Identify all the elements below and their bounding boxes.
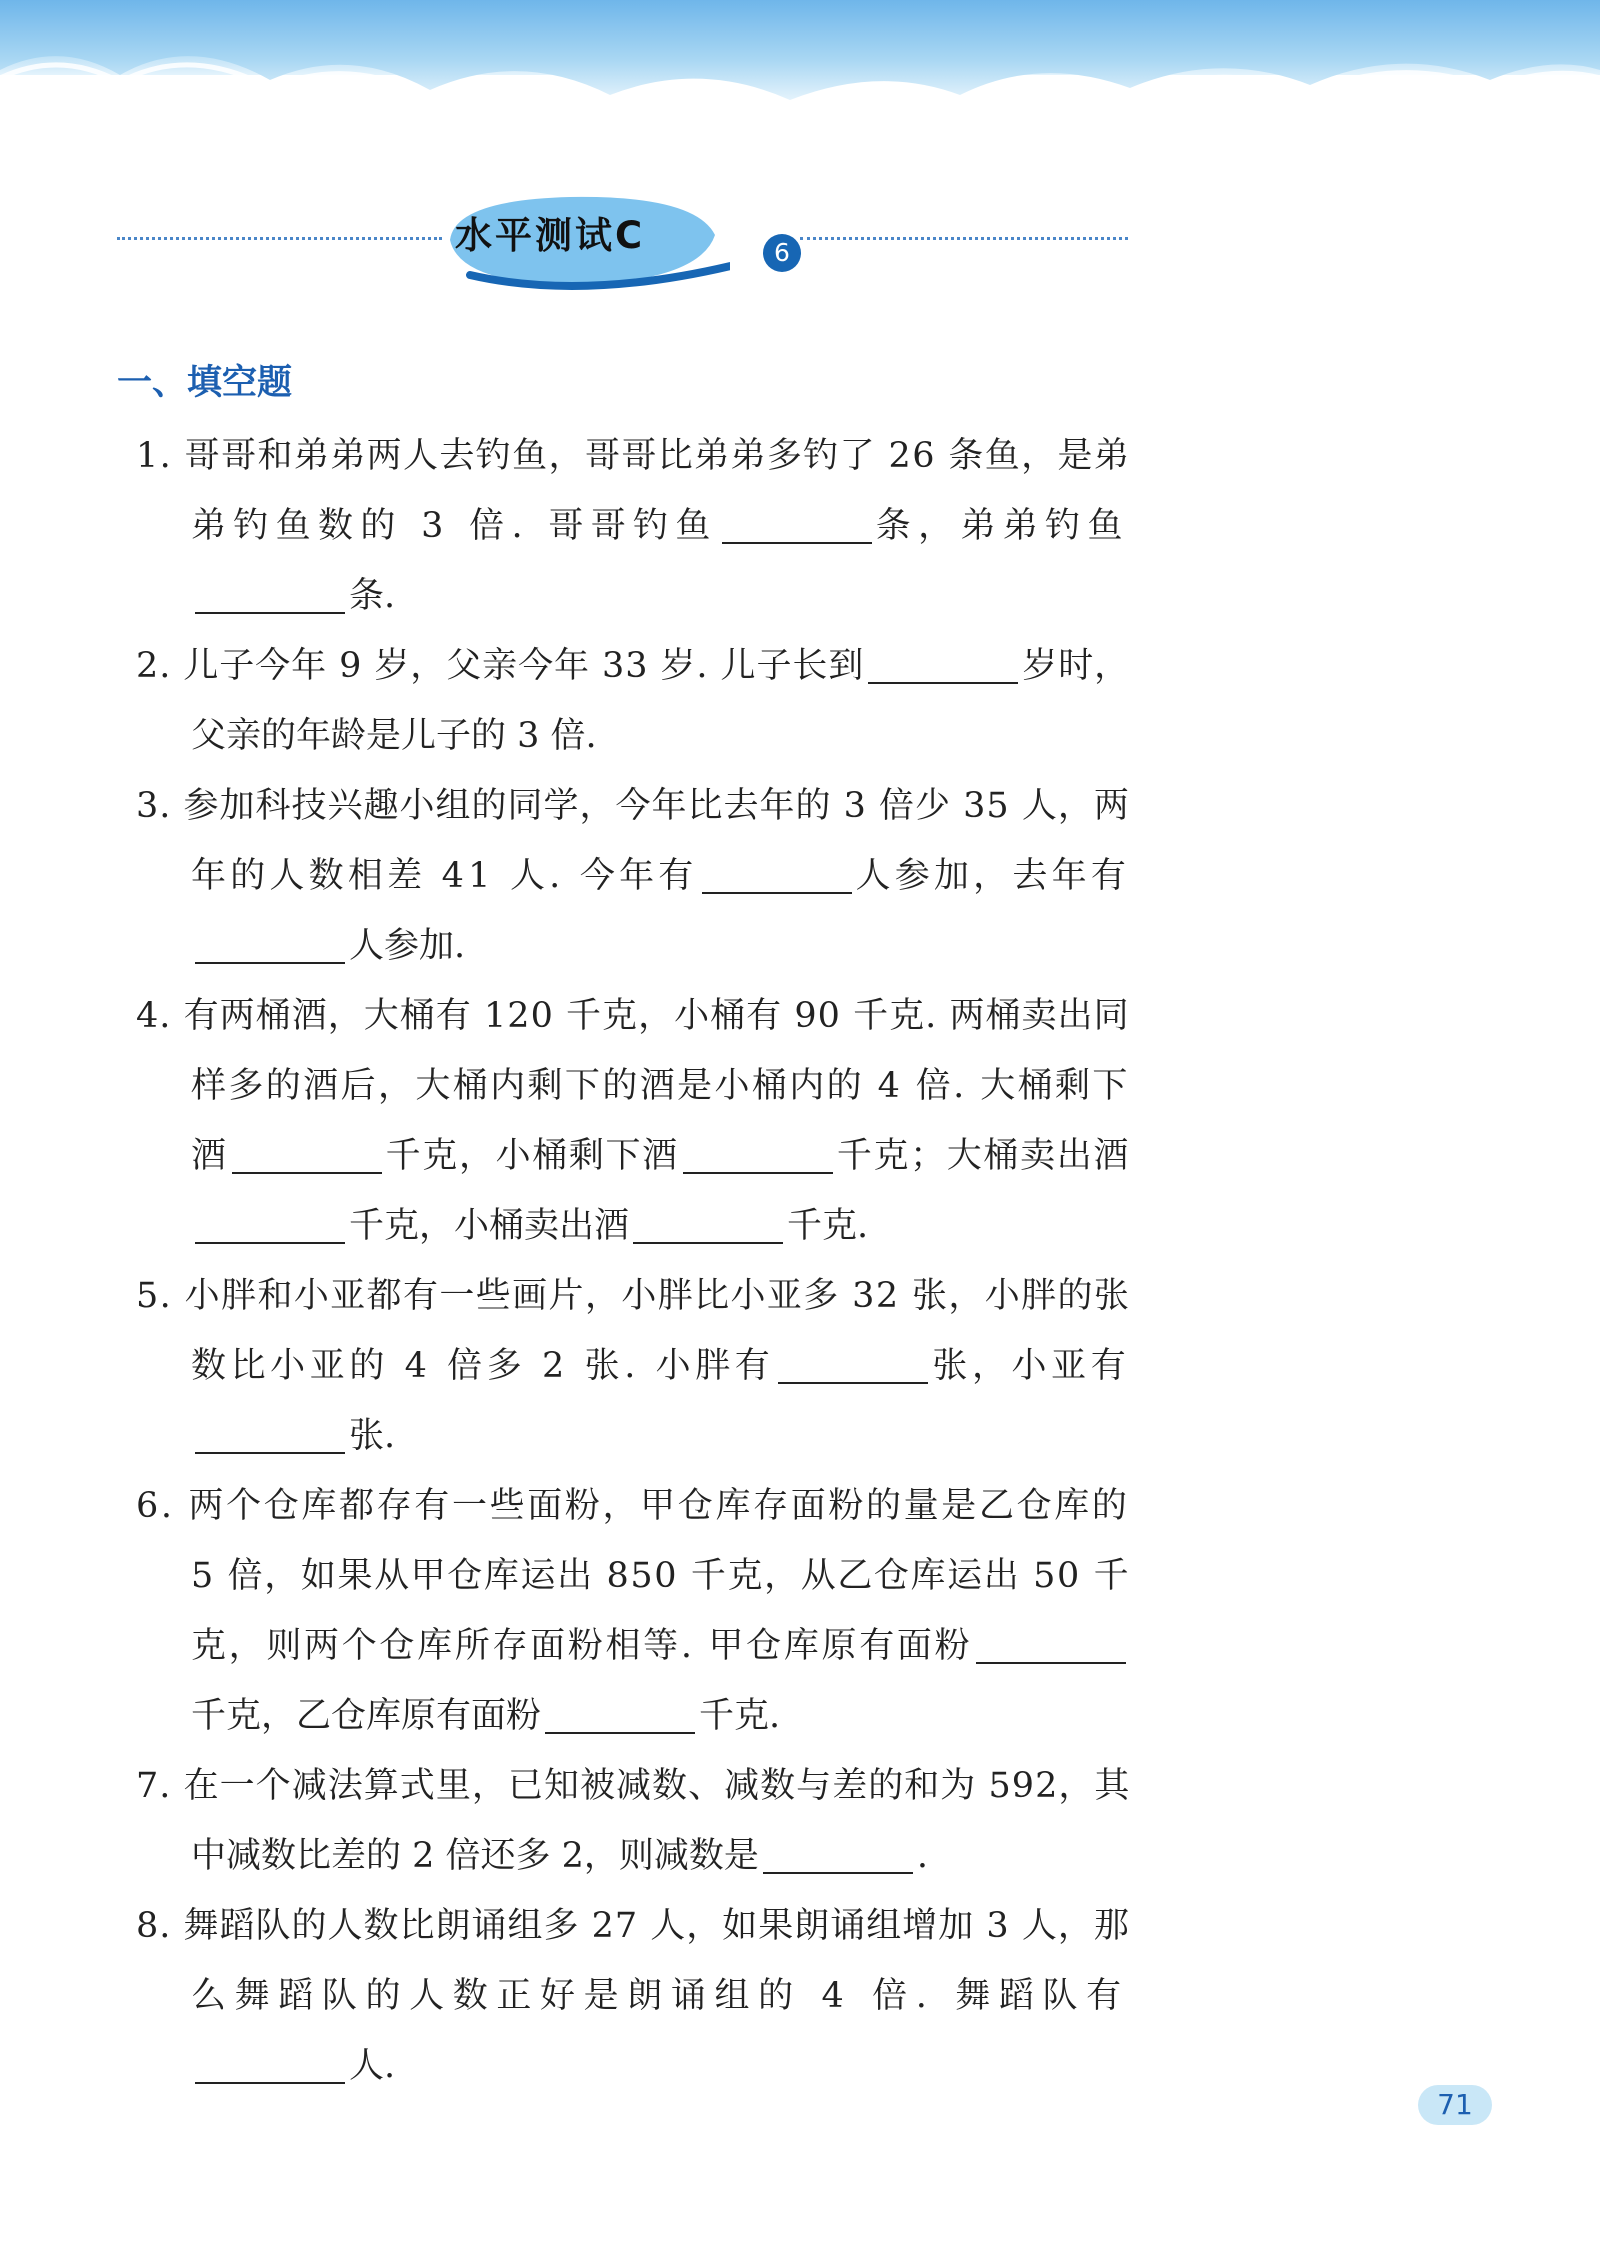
question-8-line <box>191 1970 1130 2014</box>
question-text: 8. 舞蹈队的人数比朗诵组多 27 人，如果朗诵组增加 3 人，那 <box>136 1906 1130 1946</box>
question-text: 酒 <box>191 1136 228 1176</box>
answer-blank[interactable] <box>195 1448 345 1454</box>
answer-blank[interactable] <box>763 1868 913 1874</box>
answer-blank[interactable] <box>195 2078 345 2084</box>
question-text: 4. 有两桶酒，大桶有 120 千克，小桶有 90 千克. 两桶卖出同 <box>136 996 1130 1036</box>
question-text: 5 倍，如果从甲仓库运出 850 千克，从乙仓库运出 50 千 <box>191 1556 1131 1596</box>
question-5-line <box>191 1410 395 1454</box>
answer-blank[interactable] <box>868 678 1018 684</box>
section-heading: 一、填空题 <box>117 363 293 403</box>
question-4-line <box>136 990 1130 1034</box>
question-text: 条，弟弟钓鱼 <box>875 506 1130 546</box>
question-text: 年的人数相差 41 人. 今年有 <box>191 856 698 896</box>
question-6-line <box>191 1550 1130 1594</box>
question-text: 中减数比差的 2 倍还多 2，则减数是 <box>191 1836 759 1876</box>
question-text: 千克；大桶卖出酒 <box>836 1136 1131 1176</box>
question-text: 千克. <box>699 1696 781 1736</box>
question-text: 张. <box>349 1416 396 1456</box>
question-4-line <box>191 1060 1130 1104</box>
answer-blank[interactable] <box>702 888 852 894</box>
sky-cloud-banner <box>0 0 1600 180</box>
question-text: 5. 小胖和小亚都有一些画片，小胖比小亚多 32 张，小胖的张 <box>136 1276 1131 1316</box>
title-dotted-rule-left <box>117 237 442 240</box>
question-text: 克，则两个仓库所存面粉相等. 甲仓库原有面粉 <box>191 1626 973 1666</box>
question-5-line <box>136 1270 1130 1314</box>
answer-blank[interactable] <box>722 538 872 544</box>
question-text: 千克，乙仓库原有面粉 <box>191 1696 542 1736</box>
answer-blank[interactable] <box>976 1658 1126 1664</box>
question-text: . <box>916 1836 929 1876</box>
question-text: 弟钓鱼数的 3 倍. 哥哥钓鱼 <box>191 506 718 546</box>
question-text: 人. <box>349 2046 396 2086</box>
question-2-line <box>136 640 1130 684</box>
answer-blank[interactable] <box>545 1728 695 1734</box>
question-text: 人参加. <box>349 926 466 966</box>
question-text: 2. 儿子今年 9 岁，父亲今年 33 岁. 儿子长到 <box>136 646 865 686</box>
question-6-line <box>191 1620 1130 1664</box>
question-4-line <box>191 1130 1130 1174</box>
answer-blank[interactable] <box>683 1168 833 1174</box>
question-1-line <box>191 500 1130 544</box>
question-text: 数比小亚的 4 倍多 2 张. 小胖有 <box>191 1346 775 1386</box>
question-text: 人参加，去年有 <box>855 856 1131 896</box>
question-3-line <box>136 780 1130 824</box>
question-text: 千克. <box>787 1206 869 1246</box>
question-3-line <box>191 920 465 964</box>
answer-blank[interactable] <box>195 1238 345 1244</box>
question-8-line <box>136 1900 1130 1944</box>
question-text: 6. 两个仓库都存有一些面粉，甲仓库存面粉的量是乙仓库的 <box>136 1486 1130 1526</box>
question-3-line <box>191 850 1130 894</box>
answer-blank[interactable] <box>195 608 345 614</box>
title-dotted-rule-right <box>800 237 1128 240</box>
answer-blank[interactable] <box>633 1238 783 1244</box>
answer-blank[interactable] <box>778 1378 928 1384</box>
question-text: 样多的酒后，大桶内剩下的酒是小桶内的 4 倍. 大桶剩下 <box>191 1066 1130 1106</box>
question-7-line <box>191 1830 928 1874</box>
question-8-line <box>191 2040 395 2084</box>
page-title: 水平测试C <box>455 214 646 257</box>
question-1-line <box>136 430 1130 474</box>
question-6-line <box>136 1480 1130 1524</box>
question-text: 条. <box>349 576 396 616</box>
answer-blank[interactable] <box>232 1168 382 1174</box>
question-5-line <box>191 1340 1130 1384</box>
question-4-line <box>191 1200 868 1244</box>
question-text: 3. 参加科技兴趣小组的同学，今年比去年的 3 倍少 35 人，两 <box>136 786 1130 826</box>
question-text: 1. 哥哥和弟弟两人去钓鱼，哥哥比弟弟多钓了 26 条鱼，是弟 <box>136 436 1131 476</box>
question-7-line <box>136 1760 1130 1804</box>
question-text: 岁时， <box>1022 646 1131 686</box>
lesson-number-badge: 6 <box>763 234 801 272</box>
question-text: 张，小亚有 <box>932 1346 1131 1386</box>
question-1-line <box>191 570 395 614</box>
question-text: 父亲的年龄是儿子的 3 倍. <box>191 716 597 756</box>
answer-blank[interactable] <box>195 958 345 964</box>
question-text: 千克，小桶卖出酒 <box>349 1206 630 1246</box>
page-number: 71 <box>1418 2085 1492 2125</box>
question-text: 千克，小桶剩下酒 <box>385 1136 679 1176</box>
question-text: 7. 在一个减法算式里，已知被减数、减数与差的和为 592，其 <box>136 1766 1131 1806</box>
question-6-line <box>191 1690 780 1734</box>
question-text: 么舞蹈队的人数正好是朗诵组的 4 倍. 舞蹈队有 <box>191 1976 1130 2016</box>
question-2-line <box>191 710 597 754</box>
